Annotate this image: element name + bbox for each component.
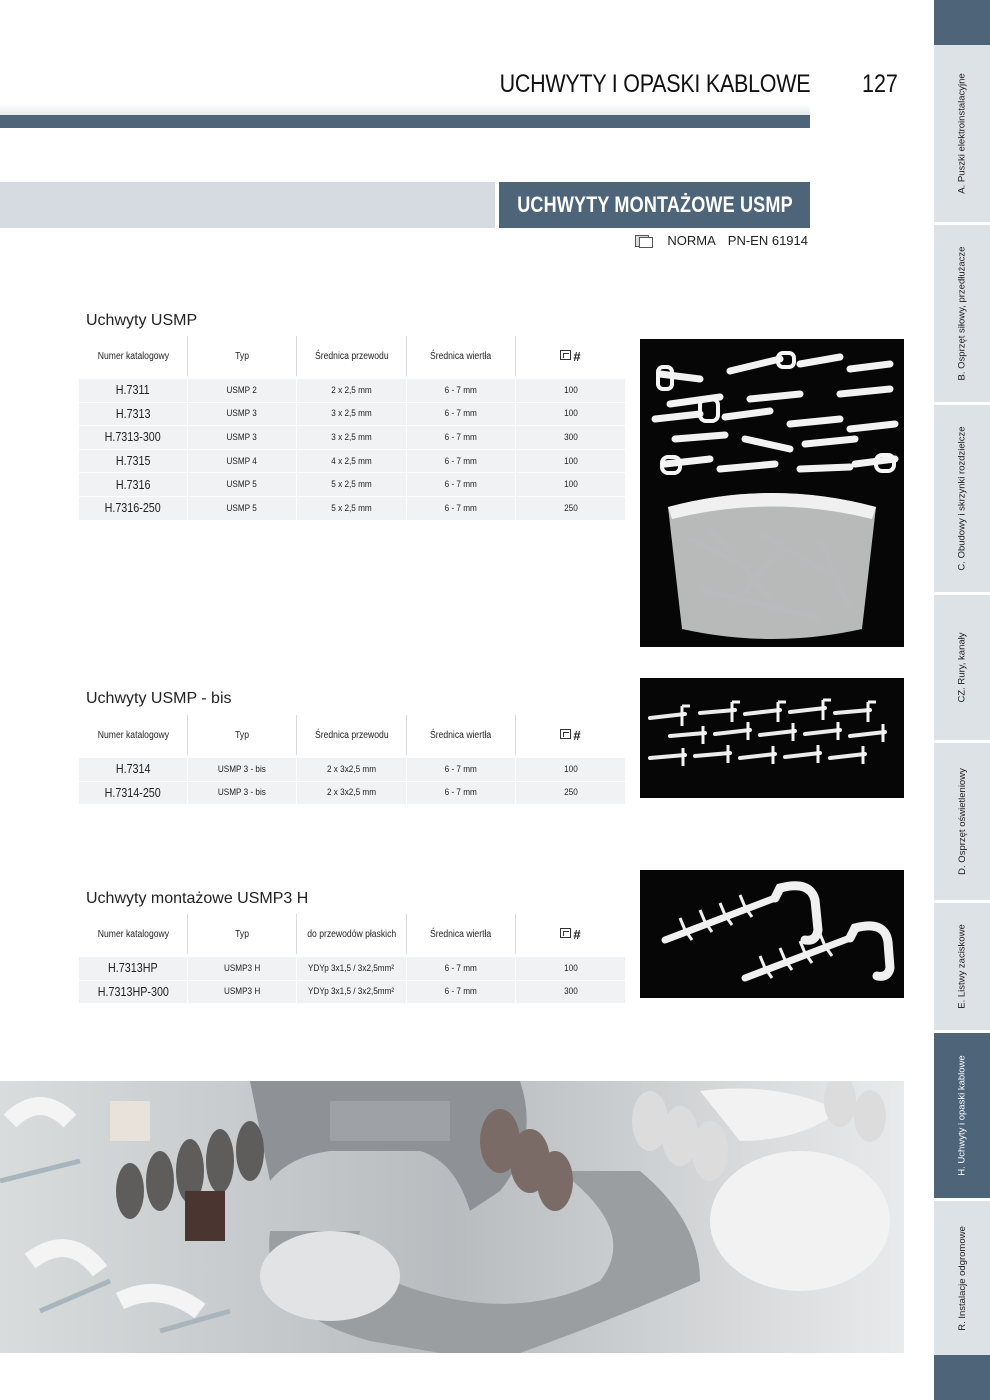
table-cell: 6 - 7 mm — [407, 450, 516, 473]
table-title-usmp: Uchwyty USMP — [86, 312, 198, 329]
table-cell: USMP 5 — [188, 473, 297, 496]
table-cell: H.7314 — [79, 758, 188, 781]
table-header-cell: Numer katalogowy — [79, 715, 188, 755]
table-row — [79, 379, 625, 403]
table-cell: USMP 3 - bis — [188, 782, 297, 805]
table-cell: 100 — [563, 763, 578, 775]
section-band-light — [0, 182, 495, 228]
chapter-tab-b[interactable]: B. Osprzęt siłowy, przedłużacze — [934, 225, 990, 405]
table-header-row — [79, 715, 625, 755]
table-cell: H.7314-250 — [79, 782, 188, 805]
table-cell: 3 x 2,5 mm — [297, 403, 407, 426]
product-table-usmp-bis — [79, 715, 625, 805]
table-cell: USMP 3 - bis — [188, 758, 297, 781]
table-title-usmp-bis: Uchwyty USMP - bis — [86, 690, 232, 707]
table-cell: 4 x 2,5 mm — [297, 450, 407, 473]
table-cell: 6 - 7 mm — [407, 758, 516, 781]
table-cell: 100 — [563, 408, 578, 420]
table-cell: H.7315 — [79, 450, 188, 473]
chapter-tab-h[interactable]: H. Uchwyty i opaski kablowe — [934, 1033, 990, 1201]
table-cell: H.7316 — [79, 473, 188, 496]
table-cell: 2 x 2,5 mm — [297, 379, 407, 402]
certificate-icon — [635, 234, 653, 248]
table-header-cell — [516, 715, 625, 755]
package-quantity-icon: # — [560, 349, 580, 364]
table-cell: 250 — [563, 787, 578, 799]
table-cell: 6 - 7 mm — [407, 497, 516, 520]
product-photo-usmp — [640, 339, 904, 647]
table-cell: USMP 4 — [188, 450, 297, 473]
table-cell: 100 — [563, 455, 578, 467]
table-header-cell: Typ — [188, 715, 297, 755]
table-cell: USMP 3 — [188, 403, 297, 426]
norma-label: NORMA — [667, 233, 716, 248]
section-title-banner — [499, 182, 810, 228]
section-title: UCHWYTY MONTAŻOWE USMP — [516, 192, 793, 217]
table-header-cell: Średnica przewodu — [297, 336, 407, 376]
table-row — [79, 426, 625, 450]
table-cell: USMP3 H — [188, 981, 297, 1004]
header-bar — [0, 115, 810, 128]
table-cell: 6 - 7 mm — [407, 426, 516, 449]
chapter-tab-a[interactable]: A. Puszki elektroinstalacyjne — [934, 45, 990, 225]
package-quantity-icon: # — [560, 728, 580, 743]
table-header-cell: Średnica wiertła — [407, 336, 516, 376]
table-cell: 6 - 7 mm — [407, 403, 516, 426]
decorative-product-photo — [0, 1081, 904, 1353]
table-cell: H.7313 — [79, 403, 188, 426]
table-cell: 100 — [563, 384, 578, 396]
table-cell: YDYp 3x1,5 / 3x2,5mm² — [297, 957, 407, 980]
table-cell: H.7313HP — [79, 957, 188, 980]
chapter-tab-r[interactable]: R. Instalacje odgromowe — [956, 1225, 968, 1331]
package-quantity-icon: # — [560, 927, 580, 942]
product-table-usmp — [79, 336, 625, 521]
table-header-cell: Numer katalogowy — [79, 914, 188, 954]
table-header-cell: Numer katalogowy — [79, 336, 188, 376]
table-cell: H.7316-250 — [79, 497, 188, 520]
table-header-cell: Typ — [188, 914, 297, 954]
table-cell: 6 - 7 mm — [407, 379, 516, 402]
table-cell: H.7311 — [79, 379, 188, 402]
table-header-cell: Średnica wiertła — [407, 914, 516, 954]
table-row — [79, 981, 625, 1005]
table-header-cell — [516, 914, 625, 954]
table-cell: 250 — [563, 502, 578, 514]
table-header-cell: do przewodów płaskich — [297, 914, 407, 954]
table-cell: USMP 5 — [188, 497, 297, 520]
table-cell: 300 — [563, 431, 578, 443]
table-row — [79, 450, 625, 474]
chapter-tab-c[interactable]: C. Obudowy i skrzynki rozdzielcze — [934, 405, 990, 595]
norma-value: PN-EN 61914 — [727, 233, 808, 248]
table-header-row — [79, 914, 625, 954]
chapter-tab-e[interactable]: E. Listwy zaciskowe — [934, 903, 990, 1033]
table-header-cell: Średnica przewodu — [297, 715, 407, 755]
table-cell: 5 x 2,5 mm — [297, 473, 407, 496]
table-cell: 3 x 2,5 mm — [297, 426, 407, 449]
chapter-tab-cz[interactable]: CZ. Rury, kanały — [934, 595, 990, 743]
table-cell: 5 x 2,5 mm — [297, 497, 407, 520]
table-cell: 2 x 3x2,5 mm — [297, 758, 407, 781]
table-cell: 6 - 7 mm — [407, 473, 516, 496]
table-cell: H.7313HP-300 — [79, 981, 188, 1004]
table-row — [79, 782, 625, 806]
table-header-cell — [516, 336, 625, 376]
table-row — [79, 403, 625, 427]
page-number: 127 — [862, 70, 898, 98]
table-cell: USMP 3 — [188, 426, 297, 449]
product-photo-usmp-bis — [640, 678, 904, 798]
product-table-usmp3h — [79, 914, 625, 1004]
product-photo-usmp3h — [640, 870, 904, 998]
table-header-row — [79, 336, 625, 376]
table-row — [79, 957, 625, 981]
table-cell: 6 - 7 mm — [407, 957, 516, 980]
table-row — [79, 497, 625, 521]
table-cell: 100 — [563, 962, 578, 974]
table-title-usmp3h: Uchwyty montażowe USMP3 H — [86, 890, 309, 907]
table-cell: 6 - 7 mm — [407, 782, 516, 805]
norma-line — [635, 233, 808, 248]
table-header-cell: Średnica wiertła — [407, 715, 516, 755]
table-cell: USMP 2 — [188, 379, 297, 402]
table-row — [79, 758, 625, 782]
table-header-cell: Typ — [188, 336, 297, 376]
table-cell: H.7313-300 — [79, 426, 188, 449]
chapter-tabs-top-bar — [934, 0, 990, 45]
table-cell: 6 - 7 mm — [407, 981, 516, 1004]
table-cell: 2 x 3x2,5 mm — [297, 782, 407, 805]
table-cell: USMP3 H — [188, 957, 297, 980]
table-row — [79, 473, 625, 497]
chapter-tabs — [934, 0, 990, 1400]
chapter-tab-d[interactable]: D. Osprzęt oświetleniowy — [934, 743, 990, 903]
table-cell: YDYp 3x1,5 / 3x2,5mm² — [297, 981, 407, 1004]
page-header-title: UCHWYTY I OPASKI KABLOWE — [499, 70, 810, 98]
table-cell: 300 — [563, 986, 578, 998]
chapter-tabs-bottom-bar — [934, 1355, 990, 1400]
table-cell: 100 — [563, 479, 578, 491]
